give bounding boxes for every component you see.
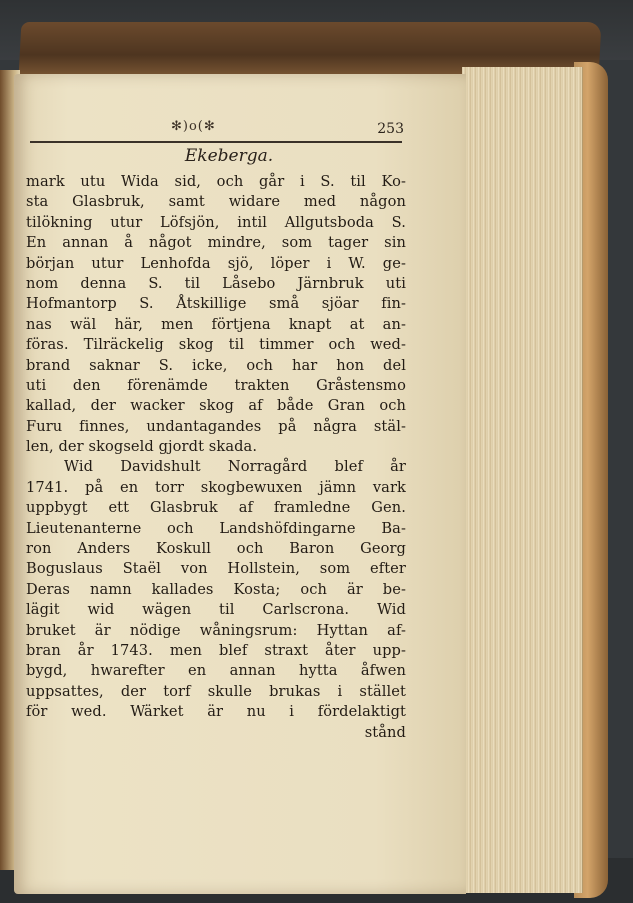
page-fore-edge	[462, 67, 583, 893]
text-line: 1741. på en torr skogbewuxen jämn vark	[26, 478, 406, 496]
text-line: len, der skogseld gjordt skada.	[26, 438, 258, 456]
text-line: lägit wid wägen til Carlscrona. Wid	[26, 601, 406, 619]
text-line: början utur Lenhofda sjö, löper i W. ge-	[26, 254, 406, 272]
text-line: mark utu Wida sid, och går i S. til Ko-	[26, 173, 406, 190]
running-title: Ekeberga.	[184, 146, 274, 166]
text-line: sta Glasbruk, samt widare med någon	[26, 193, 406, 211]
text-line: föras. Tilräckelig skog til timmer och wed-	[26, 336, 406, 354]
text-line: Boguslaus Staël von Hollstein, som efter	[26, 560, 406, 578]
text-line: Wid Davidshult Norragård blef år	[64, 458, 406, 476]
text-line: för wed. Wärket är nu i fördelaktigt	[26, 703, 406, 721]
text-line: bruket är nödige wåningsrum: Hyttan af-	[26, 621, 406, 639]
text-line: uti den förenämde trakten Gråstensmo	[26, 376, 406, 394]
page-number: 253	[377, 121, 404, 137]
text-line: bran år 1743. men blef straxt åter upp-	[26, 641, 406, 659]
text-line: uppsattes, der torf skulle brukas i stället	[26, 682, 406, 700]
text-line: nom denna S. til Låsebo Järnbruk uti	[26, 274, 406, 292]
text-line: uppbygt ett Glasbruk af framledne Gen.	[26, 499, 406, 517]
text-line: Lieutenanterne och Landshöfdingarne Ba-	[26, 519, 406, 537]
text-line: brand saknar S. icke, och har hon del	[26, 356, 406, 374]
catchword: stånd	[364, 723, 406, 741]
header-rule	[30, 141, 402, 143]
text-line: Hofmantorp S. Åtskillige små sjöar fin-	[26, 295, 406, 313]
text-line: bygd, hwarefter en annan hytta åfwen	[26, 662, 406, 680]
text-line: kallad, der wacker skog af både Gran och	[26, 397, 406, 415]
text-line: Furu finnes, undantagandes på några stäl-	[26, 417, 406, 435]
header-ornament: ✻)o(✻	[171, 119, 216, 134]
text-line: En annan å något mindre, som tager sin	[26, 234, 406, 252]
text-line: tilökning utur Löfsjön, intil Allgutsboda S.	[26, 213, 406, 231]
text-line: nas wäl här, men förtjena knapt at an-	[26, 315, 406, 333]
body-text	[26, 172, 406, 743]
text-line: ron Anders Koskull och Baron Georg	[26, 540, 406, 558]
text-line: Deras namn kallades Kosta; och är be-	[26, 580, 406, 598]
